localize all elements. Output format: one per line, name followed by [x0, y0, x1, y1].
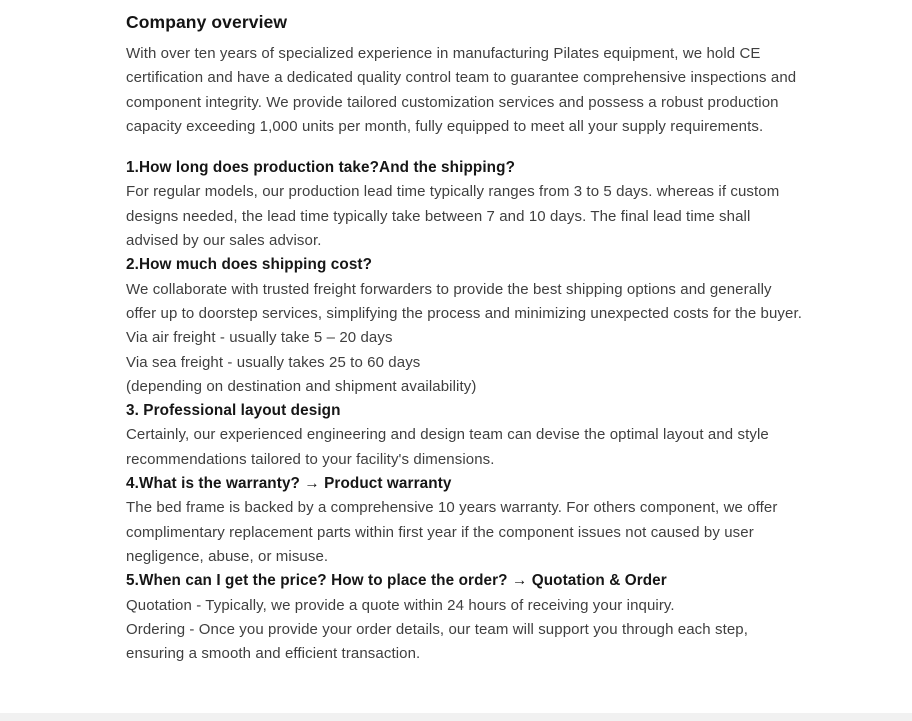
- faq-question-2: 2.How much does shipping cost?: [126, 256, 373, 274]
- faq-answer-2-sea-freight: Via sea freight - usually takes 25 to 60 days: [126, 353, 421, 371]
- faq-question-3: 3. Professional layout design: [126, 402, 341, 420]
- faq-answer-5-quotation: Quotation - Typically, we provide a quote within 24 hours of receiving your inquiry.: [126, 596, 675, 614]
- faq-answer-2-note: (depending on destination and shipment availability): [126, 377, 477, 395]
- faq-question-5: 5.When can I get the price? How to place the order? → Quotation & Order: [126, 572, 667, 590]
- faq-question-1: 1.How long does production take?And the shipping?: [126, 159, 516, 177]
- faq-answer-1: For regular models, our production lead time typically ranges from 3 to 5 days. whereas if custom designs needed, the lead time typically take between 7 and 10 days. The final lead time shall advised by our sales advisor.: [126, 183, 780, 250]
- faq-answer-2-air-freight: Via air freight - usually take 5 – 20 days: [126, 329, 393, 347]
- faq-answer-5-ordering: Ordering - Once you provide your order details, our team will support you through each step, ensuring a smooth and efficient transaction.: [126, 620, 749, 663]
- faq-answer-3: Certainly, our experienced engineering and design team can devise the optimal layout and style recommendations tailored to your facility's dimensions.: [126, 426, 769, 468]
- page-title: Company overview: [126, 12, 288, 32]
- faq-question-4: 4.What is the warranty? → Product warranty: [126, 475, 452, 493]
- bottom-divider: [0, 713, 912, 721]
- faq-answer-4: The bed frame is backed by a comprehensive 10 years warranty. For others component, we offer complimentary replacement parts within first year if the component issues not caused by user negligence, abuse, or misuse.: [126, 499, 778, 565]
- content-column: [126, 10, 802, 666]
- intro-paragraph: With over ten years of specialized experience in manufacturing Pilates equipment, we hold CE certification and have a dedicated quality control team to guarantee comprehensive inspections and component integrity. We provide tailored customization services and possess a robust production capacity exceeding 1,000 units per month, fully equipped to meet all your supply requirements.: [126, 45, 797, 135]
- faq-answer-2-main: We collaborate with trusted freight forwarders to provide the best shipping options and generally offer up to doorstep services, simplifying the process and minimizing unexpected costs for the buyer.: [126, 280, 802, 322]
